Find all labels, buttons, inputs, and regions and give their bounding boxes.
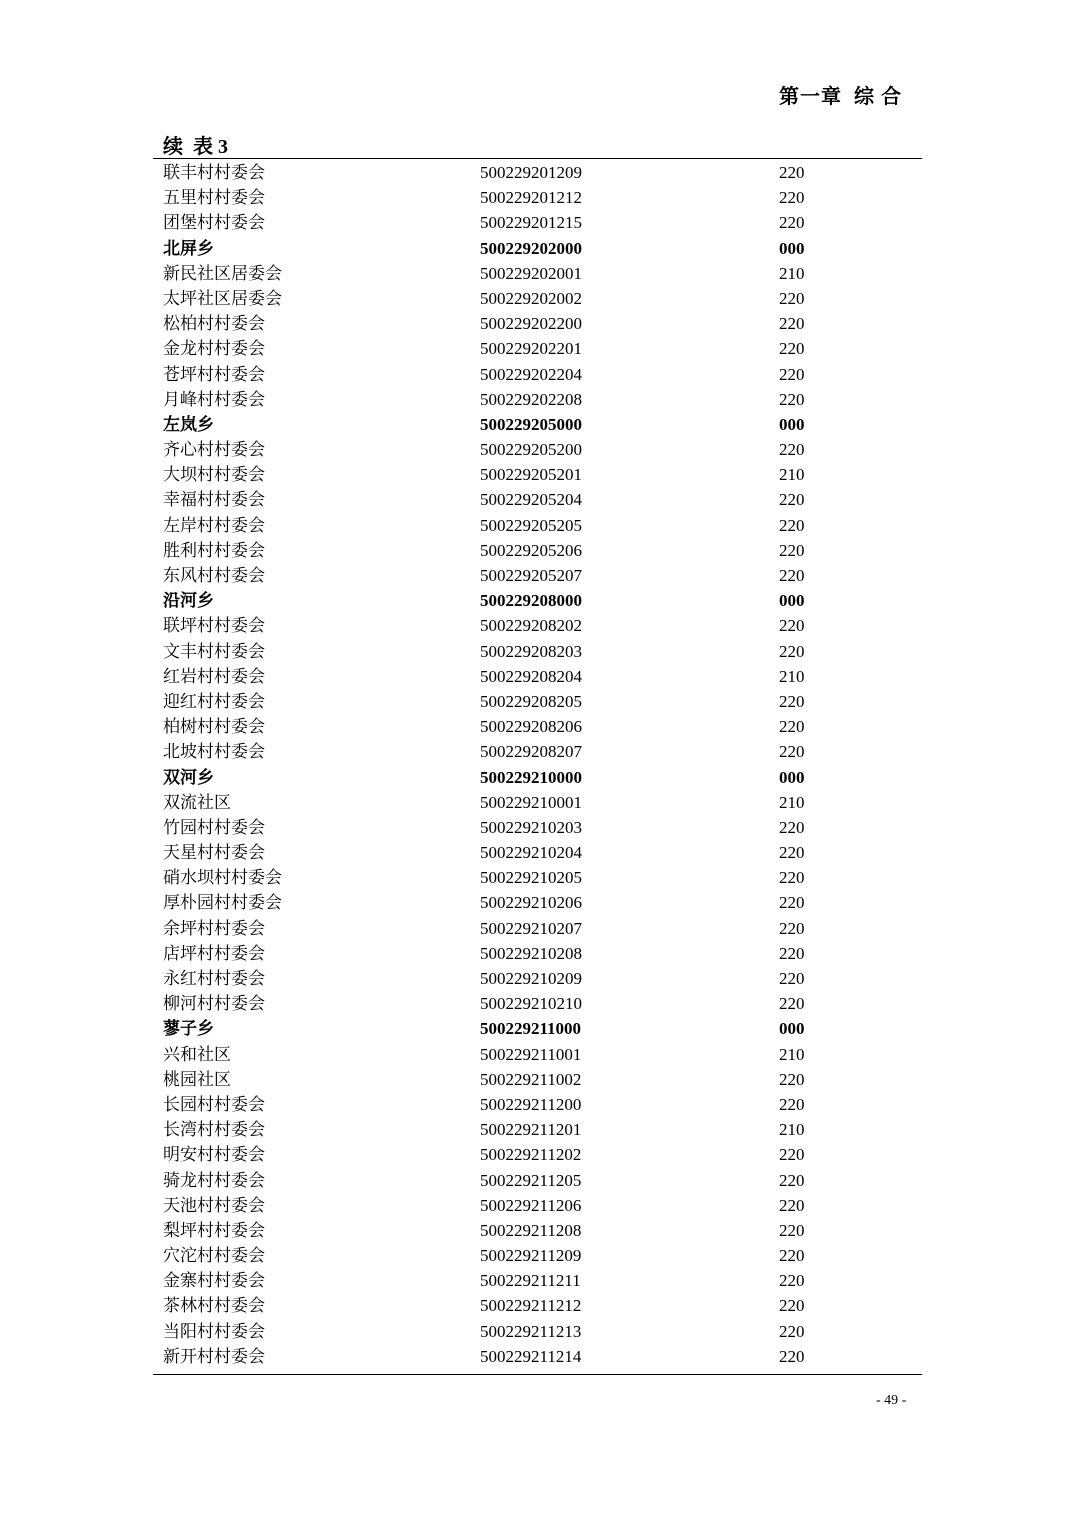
unit-name-cell: 新民社区居委会: [163, 263, 282, 283]
table-row: [153, 613, 922, 638]
unit-name-cell: 长湾村村委会: [163, 1120, 265, 1140]
table-top-rule: [153, 158, 922, 159]
division-code-cell: 500229208205: [480, 691, 582, 711]
unit-name-cell: 双流社区: [163, 792, 231, 812]
unit-name-cell: 联丰村村委会: [163, 163, 265, 182]
division-code-cell: 500229211208: [480, 1220, 582, 1240]
unit-name-cell: 厚朴园村村委会: [163, 893, 282, 913]
urban-rural-code-cell: 220: [779, 1271, 805, 1291]
division-code-cell: 500229201215: [480, 213, 582, 233]
urban-rural-code-cell: 220: [779, 1321, 805, 1341]
table-row: [153, 1344, 922, 1369]
division-code-cell: 500229211001: [480, 1044, 582, 1064]
urban-rural-code-cell: 220: [779, 1069, 805, 1089]
urban-rural-code-cell: 220: [779, 943, 805, 963]
table-row: [153, 462, 922, 487]
urban-rural-code-cell: 220: [779, 566, 805, 585]
division-code-cell: 500229211200: [480, 1094, 582, 1114]
division-code-cell: 500229210206: [480, 893, 582, 913]
division-code-cell: 500229201212: [480, 188, 582, 208]
table-row: [153, 210, 922, 235]
division-code-cell: 500229211212: [480, 1296, 582, 1316]
division-code-cell: 500229205206: [480, 540, 582, 560]
urban-rural-code-cell: 220: [779, 515, 805, 535]
urban-rural-code-cell: 220: [779, 1170, 805, 1190]
unit-name-cell: 店坪村村委会: [163, 943, 265, 963]
unit-name-cell: 文丰村村委会: [163, 641, 265, 661]
unit-name-cell: 月峰村村委会: [163, 389, 265, 409]
division-code-cell: 500229202201: [480, 339, 582, 359]
table-row: [153, 840, 922, 865]
division-code-cell: 500229211214: [480, 1346, 582, 1366]
table-row: [153, 185, 922, 210]
unit-name-cell: 长园村村委会: [163, 1094, 265, 1114]
table-row: [153, 387, 922, 412]
table-row: [153, 1117, 922, 1142]
table-row: [153, 160, 922, 185]
unit-name-cell: 骑龙村村委会: [163, 1170, 265, 1190]
urban-rural-code-cell: 220: [779, 843, 805, 863]
division-code-cell: 500229211213: [480, 1321, 582, 1341]
unit-name-cell: 太坪社区居委会: [163, 288, 282, 308]
table-row: [153, 739, 922, 764]
division-code-cell: 500229208202: [480, 616, 582, 636]
table-row: [153, 311, 922, 336]
table-row-township: [153, 765, 922, 790]
table-row: [153, 991, 922, 1016]
urban-rural-code-cell: 220: [779, 717, 805, 737]
unit-name-cell: 兴和社区: [163, 1044, 231, 1064]
table-row: [153, 487, 922, 512]
urban-rural-code-cell: 220: [779, 1246, 805, 1266]
urban-rural-code-cell: 210: [779, 263, 805, 283]
table-row: [153, 966, 922, 991]
unit-name-cell: 五里村村委会: [163, 188, 265, 208]
unit-name-cell: 金寨村村委会: [163, 1271, 265, 1291]
division-code-cell: 500229211209: [480, 1246, 582, 1266]
unit-name-cell: 梨坪村村委会: [163, 1220, 265, 1240]
unit-name-cell: 双河乡: [163, 767, 214, 787]
division-code-cell: 500229210209: [480, 969, 582, 988]
unit-name-cell: 迎红村村委会: [163, 691, 265, 711]
unit-name-cell: 松柏村村委会: [163, 314, 265, 334]
unit-name-cell: 红岩村村委会: [163, 666, 265, 686]
table-row: [153, 815, 922, 840]
unit-name-cell: 天星村村委会: [163, 843, 265, 863]
table-row-township: [153, 1016, 922, 1041]
unit-name-cell: 蓼子乡: [163, 1019, 214, 1039]
unit-name-cell: 竹园村村委会: [163, 817, 265, 837]
unit-name-cell: 齐心村村委会: [163, 440, 265, 460]
unit-name-cell: 东风村村委会: [163, 566, 265, 585]
urban-rural-code-cell: 000: [779, 414, 805, 434]
table-row: [153, 664, 922, 689]
urban-rural-code-cell: 220: [779, 893, 805, 913]
unit-name-cell: 胜利村村委会: [163, 540, 265, 560]
page-number: - 49 -: [876, 1393, 907, 1408]
urban-rural-code-cell: 210: [779, 792, 805, 812]
urban-rural-code-cell: 220: [779, 868, 805, 888]
unit-name-cell: 明安村村委会: [163, 1145, 265, 1165]
unit-name-cell: 联坪村村委会: [163, 616, 265, 636]
urban-rural-code-cell: 210: [779, 1044, 805, 1064]
unit-name-cell: 新开村村委会: [163, 1346, 265, 1366]
division-code-cell: 500229211201: [480, 1120, 582, 1140]
division-code-cell: 500229211206: [480, 1195, 582, 1215]
division-code-cell: 500229211211: [480, 1271, 581, 1291]
urban-rural-code-cell: 000: [779, 591, 805, 611]
table-row: [153, 336, 922, 361]
unit-name-cell: 穴沱村村委会: [163, 1246, 265, 1266]
division-code-cell: 500229210204: [480, 843, 582, 863]
table-row: [153, 563, 922, 588]
unit-name-cell: 苍坪村村委会: [163, 364, 265, 384]
urban-rural-code-cell: 220: [779, 1220, 805, 1240]
division-code-cell: 500229202002: [480, 288, 582, 308]
table-row: [153, 1218, 922, 1243]
division-code-cell: 500229202001: [480, 263, 582, 283]
urban-rural-code-cell: 220: [779, 288, 805, 308]
division-code-cell: 500229210205: [480, 868, 582, 888]
unit-name-cell: 幸福村村委会: [163, 490, 265, 510]
urban-rural-code-cell: 220: [779, 817, 805, 837]
urban-rural-code-cell: 220: [779, 1346, 805, 1366]
table-row: [153, 513, 922, 538]
division-code-cell: 500229211000: [480, 1019, 582, 1039]
urban-rural-code-cell: 220: [779, 389, 805, 409]
table-row: [153, 890, 922, 915]
urban-rural-code-cell: 000: [779, 238, 805, 258]
division-code-cell: 500229201209: [480, 163, 582, 182]
division-code-cell: 500229202000: [480, 238, 582, 258]
division-code-cell: 500229210203: [480, 817, 582, 837]
urban-rural-code-cell: 220: [779, 616, 805, 636]
urban-rural-code-cell: 220: [779, 440, 805, 460]
division-code-cell: 500229211002: [480, 1069, 582, 1089]
urban-rural-code-cell: 220: [779, 490, 805, 510]
table-row: [153, 1092, 922, 1117]
urban-rural-code-cell: 220: [779, 213, 805, 233]
urban-rural-code-cell: 220: [779, 742, 805, 762]
urban-rural-code-cell: 220: [779, 314, 805, 334]
unit-name-cell: 茶林村村委会: [163, 1296, 265, 1316]
table-row: [153, 1042, 922, 1067]
table-row: [153, 916, 922, 941]
table-row: [153, 790, 922, 815]
unit-name-cell: 沿河乡: [163, 591, 214, 611]
urban-rural-code-cell: 000: [779, 767, 805, 787]
table-row: [153, 1319, 922, 1344]
division-code-cell: 500229208207: [480, 742, 582, 762]
urban-rural-code-cell: 220: [779, 188, 805, 208]
urban-rural-code-cell: 220: [779, 540, 805, 560]
urban-rural-code-cell: 210: [779, 465, 805, 485]
unit-name-cell: 硝水坝村村委会: [163, 868, 282, 888]
table-row: [153, 1193, 922, 1218]
urban-rural-code-cell: 220: [779, 1296, 805, 1316]
table-row: [153, 1067, 922, 1092]
urban-rural-code-cell: 220: [779, 163, 805, 182]
unit-name-cell: 金龙村村委会: [163, 339, 265, 359]
division-code-cell: 500229210000: [480, 767, 582, 787]
unit-name-cell: 当阳村村委会: [163, 1321, 265, 1341]
table-row: [153, 941, 922, 966]
unit-name-cell: 永红村村委会: [163, 969, 265, 988]
unit-name-cell: 左岸村村委会: [163, 515, 265, 535]
division-code-cell: 500229210208: [480, 943, 582, 963]
division-code-cell: 500229208204: [480, 666, 582, 686]
urban-rural-code-cell: 220: [779, 364, 805, 384]
division-code-cell: 500229208000: [480, 591, 582, 611]
urban-rural-code-cell: 220: [779, 969, 805, 988]
chapter-header: 第一章 综 合: [779, 86, 902, 108]
division-code-cell: 500229205205: [480, 515, 582, 535]
table-row: [153, 1243, 922, 1268]
unit-name-cell: 桃园社区: [163, 1069, 231, 1089]
division-code-cell: 500229210207: [480, 918, 582, 938]
table-row: [153, 1168, 922, 1193]
urban-rural-code-cell: 220: [779, 641, 805, 661]
unit-name-cell: 左岚乡: [163, 414, 214, 434]
table-row: [153, 865, 922, 890]
unit-name-cell: 团堡村村委会: [163, 213, 265, 233]
table-row-township: [153, 588, 922, 613]
table-row: [153, 714, 922, 739]
division-code-cell: 500229205200: [480, 440, 582, 460]
division-code-cell: 500229205000: [480, 414, 582, 434]
table-row-township: [153, 412, 922, 437]
urban-rural-code-cell: 220: [779, 1094, 805, 1114]
urban-rural-code-cell: 220: [779, 1195, 805, 1215]
unit-name-cell: 柳河村村委会: [163, 994, 265, 1014]
division-code-cell: 500229211205: [480, 1170, 582, 1190]
urban-rural-code-cell: 220: [779, 691, 805, 711]
division-code-cell: 500229208206: [480, 717, 582, 737]
division-code-cell: 500229211202: [480, 1145, 582, 1165]
division-code-table: [153, 160, 922, 1369]
table-caption: 续 表 3: [163, 136, 228, 158]
division-code-cell: 500229202208: [480, 389, 582, 409]
urban-rural-code-cell: 210: [779, 1120, 805, 1140]
division-code-cell: 500229202204: [480, 364, 582, 384]
table-row: [153, 362, 922, 387]
division-code-cell: 500229205204: [480, 490, 582, 510]
unit-name-cell: 柏树村村委会: [163, 717, 265, 737]
table-row: [153, 437, 922, 462]
division-code-cell: 500229208203: [480, 641, 582, 661]
unit-name-cell: 天池村村委会: [163, 1195, 265, 1215]
division-code-cell: 500229210001: [480, 792, 582, 812]
table-row: [153, 261, 922, 286]
urban-rural-code-cell: 220: [779, 918, 805, 938]
table-row: [153, 286, 922, 311]
unit-name-cell: 北屏乡: [163, 238, 214, 258]
urban-rural-code-cell: 220: [779, 994, 805, 1014]
division-code-cell: 500229205201: [480, 465, 582, 485]
division-code-cell: 500229202200: [480, 314, 582, 334]
table-row: [153, 689, 922, 714]
table-row-township: [153, 236, 922, 261]
unit-name-cell: 余坪村村委会: [163, 918, 265, 938]
urban-rural-code-cell: 210: [779, 666, 805, 686]
table-row: [153, 1293, 922, 1318]
table-row: [153, 538, 922, 563]
table-bottom-rule: [153, 1374, 922, 1375]
table-row: [153, 1142, 922, 1167]
division-code-cell: 500229205207: [480, 566, 582, 585]
urban-rural-code-cell: 220: [779, 339, 805, 359]
unit-name-cell: 北坡村村委会: [163, 742, 265, 762]
urban-rural-code-cell: 000: [779, 1019, 805, 1039]
table-row: [153, 1268, 922, 1293]
table-row: [153, 639, 922, 664]
unit-name-cell: 大坝村村委会: [163, 465, 265, 485]
urban-rural-code-cell: 220: [779, 1145, 805, 1165]
division-code-cell: 500229210210: [480, 994, 582, 1014]
